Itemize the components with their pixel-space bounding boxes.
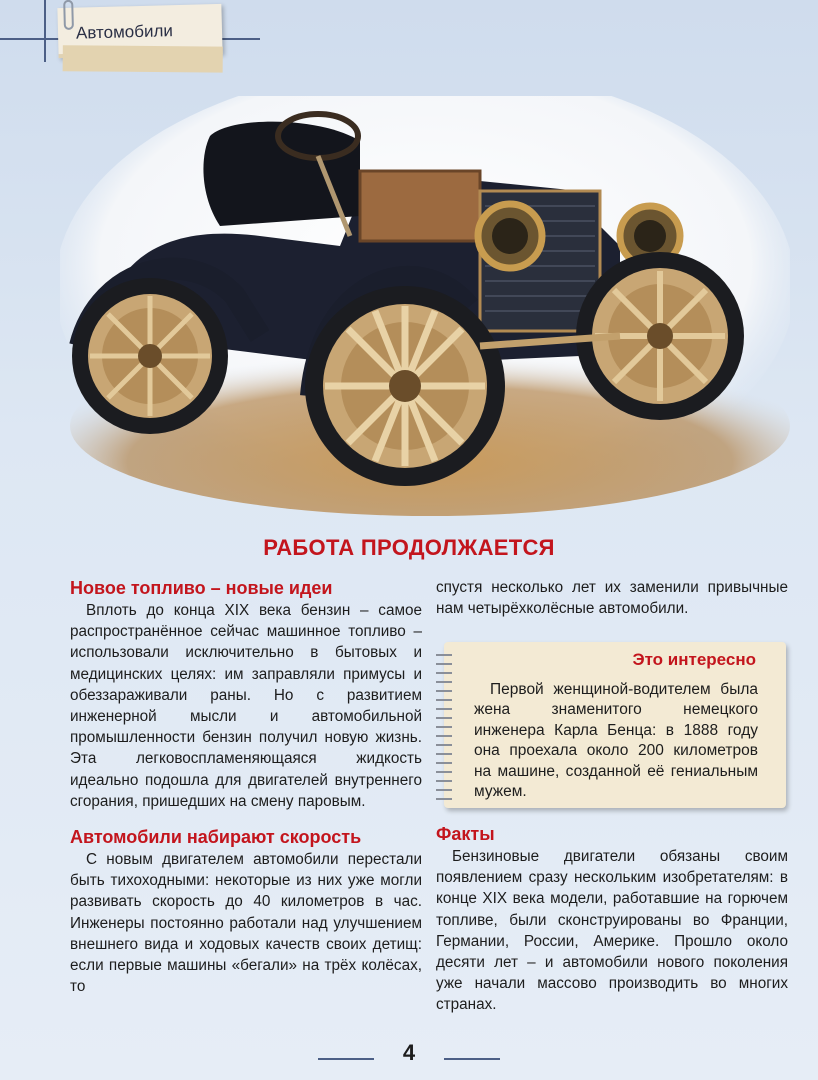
header-vertical-rule bbox=[44, 0, 46, 62]
facts-section bbox=[436, 823, 788, 1016]
left-column bbox=[70, 577, 422, 997]
section-text-facts: Бензиновые двигатели обязаны своим появлением сразу нескольким изобретателям: в конце XIX века модели, работавшие на горючем топливе, были сконструированы во Франции, Германии, России, Америке. Прошло около десяти лет – и автомобили нового поколения уже начали массово производить во многих странах. bbox=[436, 848, 788, 1014]
section-tag bbox=[57, 4, 222, 58]
paperclip-icon bbox=[63, 0, 74, 30]
interesting-note bbox=[444, 642, 786, 808]
wheel-front-left bbox=[305, 286, 505, 486]
paper-shadow bbox=[63, 45, 223, 72]
right-column bbox=[436, 577, 788, 619]
interesting-note-title: Это интересно bbox=[632, 650, 756, 669]
section-text-fuel: Вплоть до конца XIX века бензин – самое распространённое сейчас машинное топливо – использовали исключительно в бытовых и медицинских целях: им заправляли примусы и обеззараживали раны. Но с развитием инженерной мысли и автомобильной промышленности бензин получил новую жизнь. Эта легковоспламеняющаяся жидкость идеально подошла для двигателей внутреннего сгорания, пришедших на смену паровым. bbox=[70, 602, 422, 810]
vintage-car-illustration bbox=[60, 96, 790, 516]
section-heading-fuel: Новое топливо – новые идеи bbox=[70, 578, 333, 598]
article-headline: РАБОТА ПРОДОЛЖАЕТСЯ bbox=[263, 535, 555, 560]
section-heading-facts: Факты bbox=[436, 824, 495, 844]
wheel-rear bbox=[72, 278, 228, 434]
notebook-spiral-icon bbox=[436, 650, 452, 800]
section-heading-speed: Автомобили набирают скорость bbox=[70, 827, 362, 848]
interesting-note-text: Первой женщиной-водителем была жена знаменитого немецкого инженера Карла Бенца: в 1888 году она проехала около 200 километров на машине, созданной её гениальным мужем. bbox=[474, 681, 758, 801]
section-text-continuation: спустя несколько лет их заменили привычные нам четырёхколёсные автомобили. bbox=[436, 579, 788, 618]
section-text-speed: С новым двигателем автомобили перестали быть тихоходными: некоторые из них уже могли развивать скорость до 40 километров в час. Инженеры постоянно работали над улучшением внешнего вида и ходовых качеств своих детищ: если первые машины «бегали» на трёх колёсах, то bbox=[70, 851, 422, 996]
page-number: 4 bbox=[402, 1040, 416, 1065]
section-title: Автомобили bbox=[75, 21, 174, 43]
footer-rule-right bbox=[444, 1058, 500, 1060]
